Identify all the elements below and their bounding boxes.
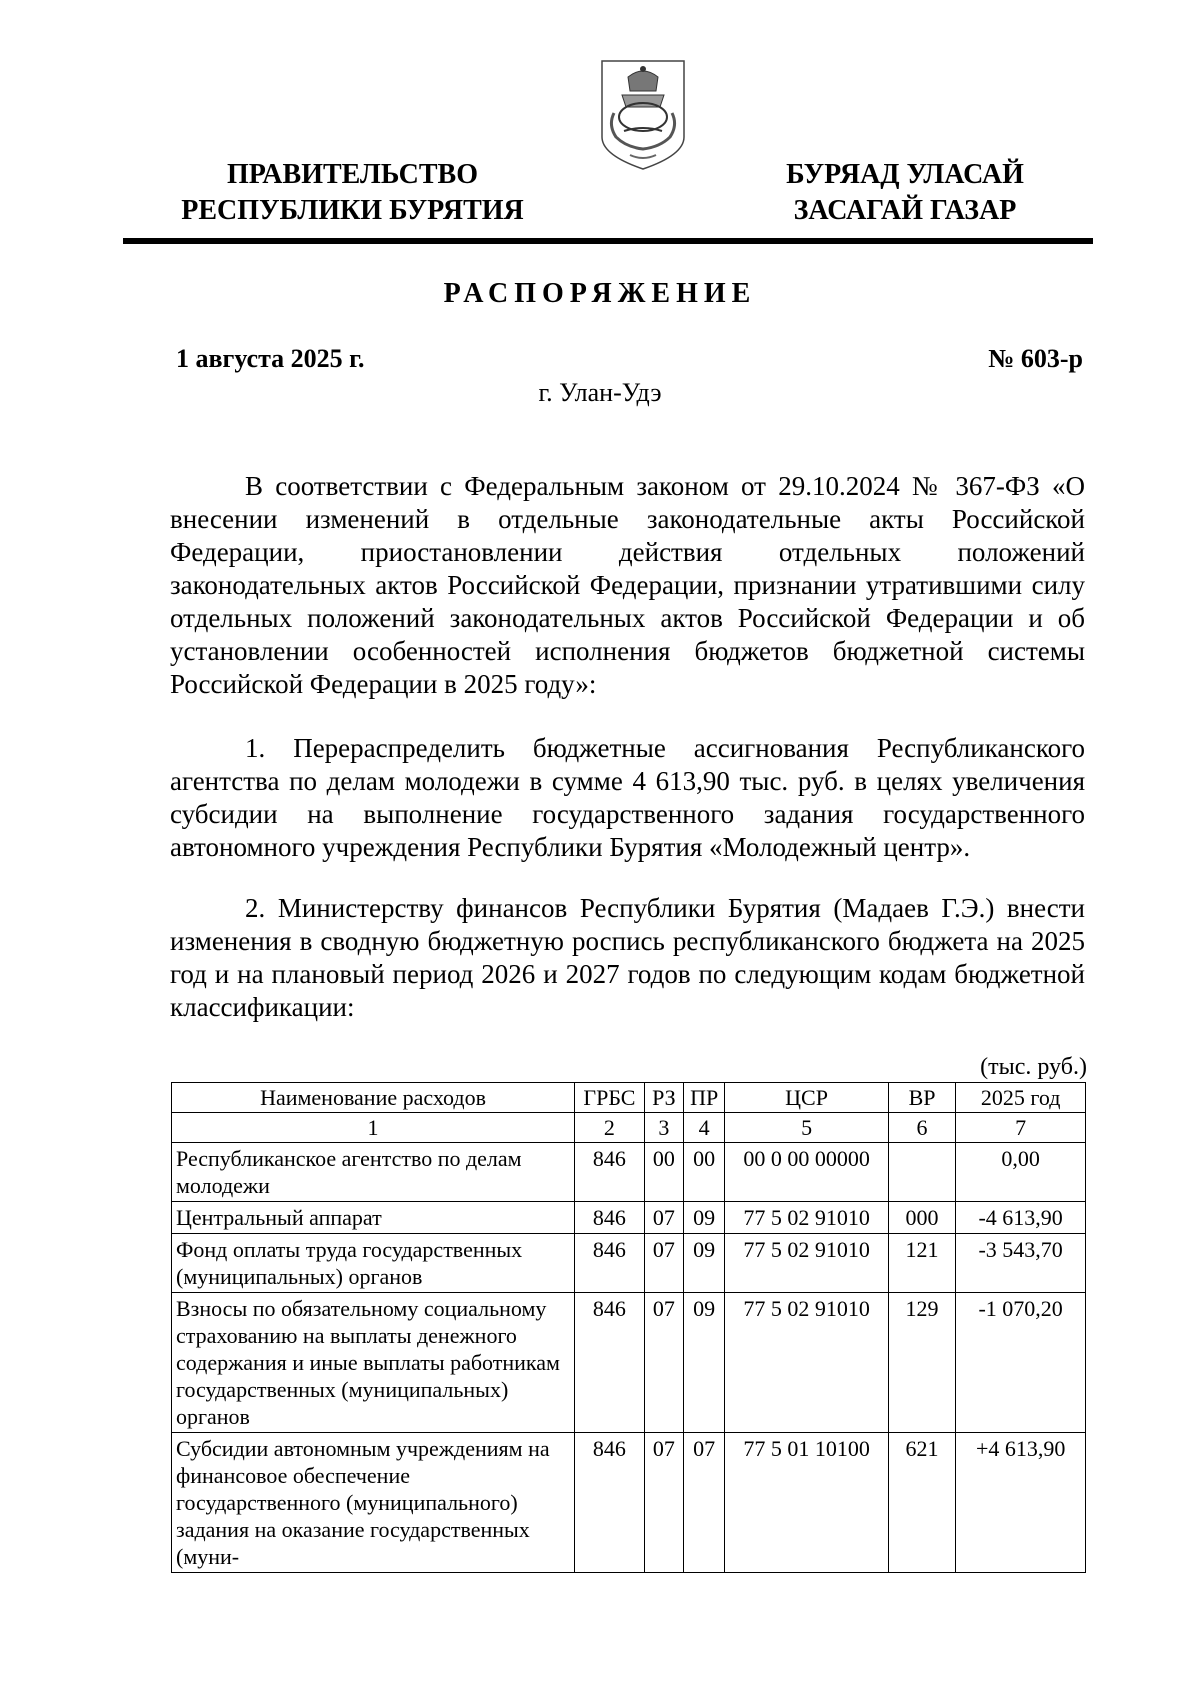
column-number: 6	[888, 1113, 956, 1143]
budget-table	[171, 1082, 1086, 1573]
coat-of-arms-icon	[596, 55, 690, 173]
cell-vr: 121	[888, 1234, 956, 1293]
cell-pr: 09	[683, 1293, 724, 1433]
cell-vr: 621	[888, 1433, 956, 1573]
column-header: РЗ	[644, 1083, 683, 1113]
cell-pr: 09	[683, 1202, 724, 1234]
table-row	[172, 1234, 1086, 1293]
table-column-numbers-row	[172, 1113, 1086, 1143]
cell-grbs: 846	[575, 1234, 645, 1293]
issuer-ru-line2: РЕСПУБЛИКИ БУРЯТИЯ	[181, 195, 524, 226]
issuer-ru	[170, 157, 535, 229]
document-city: г. Улан-Удэ	[538, 378, 662, 407]
cell-csr: 77 5 02 91010	[725, 1293, 888, 1433]
cell-rz: 00	[644, 1143, 683, 1202]
cell-name: Субсидии автономным учреждениям на финансовое обеспечение государственного (муниципального) задания на оказание государственных (муни-	[172, 1433, 575, 1573]
cell-rz: 07	[644, 1202, 683, 1234]
cell-pr: 09	[683, 1234, 724, 1293]
column-number: 1	[172, 1113, 575, 1143]
cell-amount: -4 613,90	[956, 1202, 1086, 1234]
column-number: 3	[644, 1113, 683, 1143]
column-number: 5	[725, 1113, 888, 1143]
issuer-ru-line1: ПРАВИТЕЛЬСТВО	[227, 159, 478, 190]
header-rule	[123, 238, 1093, 244]
table-row	[172, 1202, 1086, 1234]
cell-name: Фонд оплаты труда государственных (муниципальных) органов	[172, 1234, 575, 1293]
column-header: 2025 год	[956, 1083, 1086, 1113]
column-header: ПР	[683, 1083, 724, 1113]
intro-paragraph: В соответствии с Федеральным законом от 29.10.2024 № 367-ФЗ «О внесении изменений в отдельные законодательные акты Российской Федерации, приостановлении действия отдельных положений законодательных актов Российской Федерации, признании утратившими силу отдельных положений законодательных актов Российской Федерации и об установлении особенностей исполнения бюджетов бюджетной системы Российской Федерации в 2025 году»:	[170, 471, 1085, 699]
cell-amount: -3 543,70	[956, 1234, 1086, 1293]
cell-csr: 77 5 02 91010	[725, 1234, 888, 1293]
issuer-bua	[735, 157, 1075, 229]
cell-pr: 00	[683, 1143, 724, 1202]
table-row	[172, 1143, 1086, 1202]
cell-amount: 0,00	[956, 1143, 1086, 1202]
cell-name: Взносы по обязательному социальному страхованию на выплаты денежного содержания и иные выплаты работникам государственных (муниципальных) органов	[172, 1293, 575, 1433]
issuer-bua-line2: ЗАСАГАЙ ГАЗАР	[793, 195, 1017, 226]
column-number: 2	[575, 1113, 645, 1143]
document-title: РАСПОРЯЖЕНИЕ	[443, 278, 757, 309]
document-date: 1 августа 2025 г.	[176, 344, 365, 373]
cell-pr: 07	[683, 1433, 724, 1573]
table-row	[172, 1433, 1086, 1573]
cell-vr: 129	[888, 1293, 956, 1433]
column-header: ВР	[888, 1083, 956, 1113]
cell-vr	[888, 1143, 956, 1202]
table-unit: (тыс. руб.)	[980, 1054, 1087, 1080]
cell-grbs: 846	[575, 1293, 645, 1433]
cell-name: Республиканское агентство по делам молодежи	[172, 1143, 575, 1202]
cell-csr: 77 5 01 10100	[725, 1433, 888, 1573]
cell-grbs: 846	[575, 1143, 645, 1202]
cell-grbs: 846	[575, 1433, 645, 1573]
column-number: 7	[956, 1113, 1086, 1143]
issuer-bua-line1: БУРЯАД УЛАСАЙ	[786, 159, 1024, 190]
cell-rz: 07	[644, 1234, 683, 1293]
column-header: ЦСР	[725, 1083, 888, 1113]
cell-amount: -1 070,20	[956, 1293, 1086, 1433]
item-2-paragraph: 2. Министерству финансов Республики Бурятия (Мадаев Г.Э.) внести изменения в сводную бюджетную роспись республиканского бюджета на 2025 год и на плановый период 2026 и 2027 годов по следующим кодам бюджетной классификации:	[170, 893, 1085, 1022]
table-header-row	[172, 1083, 1086, 1113]
item-1-paragraph: 1. Перераспределить бюджетные ассигнования Республиканского агентства по делам молодежи в сумме 4 613,90 тыс. руб. в целях увеличения субсидии на выполнение государственного задания государственного автономного учреждения Республики Бурятия «Молодежный центр».	[170, 733, 1085, 862]
table-row	[172, 1293, 1086, 1433]
cell-name: Центральный аппарат	[172, 1202, 575, 1234]
cell-csr: 77 5 02 91010	[725, 1202, 888, 1234]
cell-rz: 07	[644, 1293, 683, 1433]
column-number: 4	[683, 1113, 724, 1143]
cell-grbs: 846	[575, 1202, 645, 1234]
column-header: ГРБС	[575, 1083, 645, 1113]
column-header: Наименование расходов	[172, 1083, 575, 1113]
document-number: № 603-р	[988, 344, 1083, 373]
cell-amount: +4 613,90	[956, 1433, 1086, 1573]
cell-vr: 000	[888, 1202, 956, 1234]
cell-rz: 07	[644, 1433, 683, 1573]
cell-csr: 00 0 00 00000	[725, 1143, 888, 1202]
